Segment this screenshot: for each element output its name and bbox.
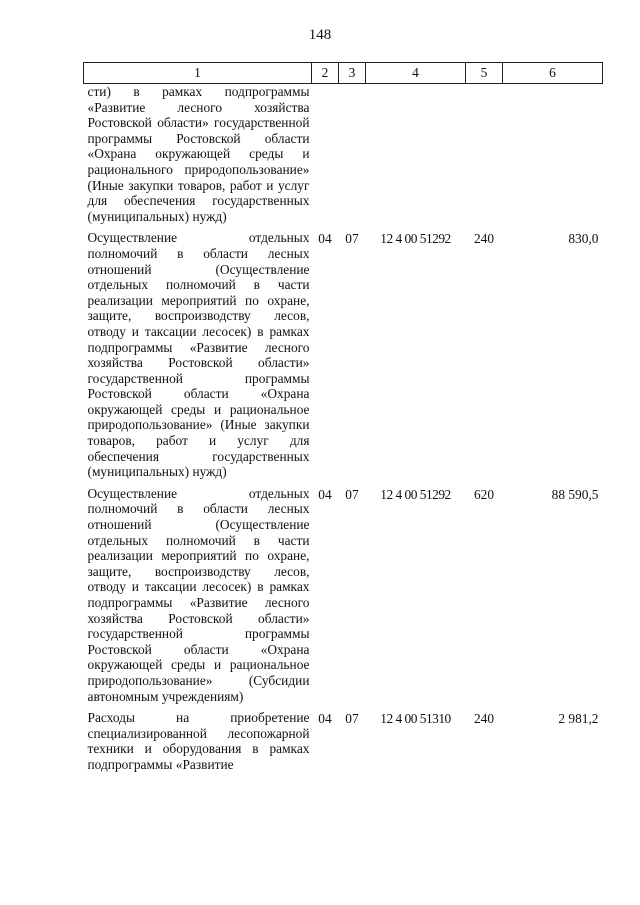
row-section: 04 — [318, 486, 332, 502]
column-header-4: 4 — [366, 63, 466, 84]
row-amount — [503, 84, 603, 231]
row-target-code: 12 4 00 51292 — [380, 231, 451, 247]
row-subsection — [339, 84, 366, 231]
table-row — [84, 486, 603, 710]
row-subsection: 07 — [345, 231, 359, 247]
column-header-3: 3 — [339, 63, 366, 84]
page-number: 148 — [308, 27, 332, 43]
column-header-5: 5 — [466, 63, 503, 84]
row-amount: 830,0 — [568, 231, 599, 247]
row-description: Осуществление отдельных полномочий в области лесных отношений (Осуществление отдельных полномочий в части реализации мероприятий по охране, защите, воспроизводству лесов, отводу и таксации лесосек) в рамках подпрограммы «Развитие лесного хозяйства Ростовской области» государственной программы Ростовской области «Охрана окружающей среды и рациональное природопользование» (Иные закупки товаров, работ и услуг для обеспечения государственных (муниципальных) нужд) — [87, 230, 310, 480]
table-row — [84, 710, 603, 778]
row-section: 04 — [318, 711, 332, 727]
budget-table — [83, 62, 603, 779]
row-expense-type: 620 — [473, 486, 495, 502]
table-row — [84, 230, 603, 486]
column-header-2: 2 — [312, 63, 339, 84]
row-subsection: 07 — [345, 486, 359, 502]
row-amount: 2 981,2 — [558, 711, 599, 727]
column-header-1: 1 — [84, 63, 312, 84]
row-description: Осуществление отдельных полномочий в области лесных отношений (Осуществление отдельных полномочий в части реализации мероприятий по охране, защите, воспроизводству лесов, отводу и таксации лесосек) в рамках подпрограммы «Развитие лесного хозяйства Ростовской области» государственной программы Ростовской области «Охрана окружающей среды и рациональное природопользование» (Субсидии автономным учреждениям) — [87, 485, 310, 704]
table-row — [84, 84, 603, 231]
row-expense-type: 240 — [473, 231, 495, 247]
row-expense-type: 240 — [473, 711, 495, 727]
row-target-code: 12 4 00 51310 — [380, 711, 451, 727]
row-amount: 88 590,5 — [551, 486, 599, 502]
row-expense-type — [466, 84, 503, 231]
row-subsection: 07 — [345, 711, 359, 727]
row-section — [312, 84, 339, 231]
row-description: сти) в рамках подпрограммы «Развитие лесного хозяйства Ростовской области» государственной программы Ростовской области «Охрана окружающей среды и рационального природопользование» (Иные закупки товаров, работ и услуг для обеспечения государственных (муниципальных) нужд) — [87, 84, 310, 224]
row-target-code: 12 4 00 51292 — [380, 486, 451, 502]
table-header — [84, 63, 603, 84]
column-header-6: 6 — [503, 63, 603, 84]
row-section: 04 — [318, 231, 332, 247]
row-description: Расходы на приобретение специализированной лесопожарной техники и оборудования в рамках подпрограммы «Развитие — [87, 710, 310, 772]
row-target-code — [366, 84, 466, 231]
